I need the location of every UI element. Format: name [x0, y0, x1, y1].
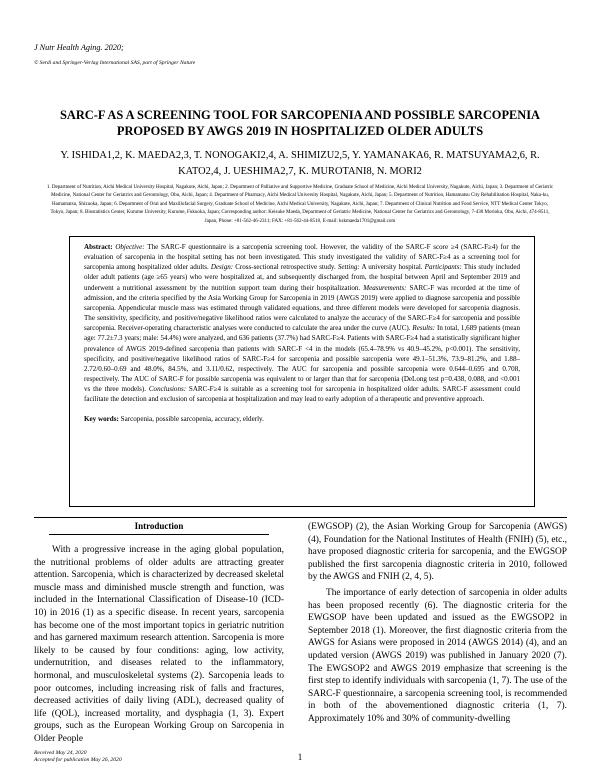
article-title: SARC-F AS A SCREENING TOOL FOR SARCOPENIA AND POSSIBLE SARCOPENIA PROPOSED BY AWGS 2019 IN HOSPITALIZED OLDER ADULTS — [59, 108, 540, 138]
conclusions-text: SARC-F≥4 is suitable as a screening tool for sarcopenia in hospitalized older adults. SARC-F assessment could facilitate the detection and exclusion of sarcopenia at hospitalization and may lead to early adoption of a therapeutic and preventive approach. — [84, 385, 520, 404]
abstract-box — [69, 236, 535, 507]
conclusions-label: Conclusions: — [148, 385, 187, 394]
objective-label: Objective: — [115, 243, 145, 251]
results-text: In total, 1,689 patients (mean age: 77.2±7.3 years; male: 54.4%) were analyzed, and 636 patients (37.7%) had SARC-F≥4. Patients with SARC-F≥4 had a statistically significant higher prevalence of AWGS 2019-defined sarcopenia than patients with SARC-F <4 in the models (65.4–78.9% vs 40.9–45.2%, p<0.001). The sensitivity, specificity, and positive/negative likelihood ratios of SARC-F≥4 for sarcopenia and possible sarcopenia were 49.1–51.3%, 73.9–81.2%, and 1.88–2.72/0.60–0.69 and 48.0%, 84.5%, and 3.11/0.62, respectively. The AUC for sarcopenia and possible sarcopenia were 0.644–0.695 and 0.708, respectively. The AUC of SARC-F for possible sarcopenia was equivalent to or larger than that for sarcopenia (DeLong test p=0.438, 0.088, and <0.001 vs the three models). — [84, 324, 520, 394]
abstract-text — [84, 242, 520, 405]
setting-text: A university hospital. — [361, 263, 423, 272]
accepted-date: Accepted for publication May 26, 2020 — [34, 757, 122, 763]
measurements-label: Measurements: — [363, 283, 407, 292]
design-label: Design: — [210, 263, 234, 272]
keywords-text: Sarcopenia, possible sarcopenia, accuracy, elderly. — [120, 414, 264, 423]
abstract-label: Abstract: — [84, 243, 113, 251]
intro-paragraph: With a progressive increase in the aging global population, the nutritional problems of older adults are attracting greater attention. Sarcopenia, which is characterized by decreased skeletal muscle mass and diminished muscle strength and function, was included in the International Classification of Disease-10 (ICD-10) in 2016 (1) as a specific disease. In recent years, sarcopenia has become one of the most important topics in geriatric nutrition and has garnered maximum research attention. Sarcopenia is more likely to be caused by four conditions: aging, low activity, undernutrition, and diseases related to the inflammatory, hormonal, and musculoskeletal systems (2). Sarcopenia leads to poor outcomes, including increasing risk of falls and fractures, decreased activities of daily living (ADL), decreased quality of life (QOL), increased mortality, and dysphagia (1, 3). Expert groups, such as the European Working Group on Sarcopenia in Older People — [34, 545, 284, 744]
results-label: Results: — [412, 324, 436, 333]
participants-label: Participants: — [424, 263, 462, 272]
right-column — [308, 521, 567, 726]
copyright-line: © Serdi and Springer-Verlag International SAS, part of Springer Nature — [34, 60, 196, 66]
left-column — [34, 521, 284, 746]
received-date: Received May 24, 2020 — [34, 750, 87, 756]
introduction-heading: Introduction — [49, 521, 269, 535]
keywords-label: Key words: — [84, 414, 119, 423]
setting-label: Setting: — [337, 263, 360, 272]
keywords — [84, 415, 520, 423]
author-list: Y. ISHIDA1,2, K. MAEDA2,3, T. NONOGAKI2,4, A. SHIMIZU2,5, Y. YAMANAKA6, R. MATSUYAMA2,6, R. KATO2,4, J. UESHIMA2,7, K. MUROTANI8, N. MORI2 — [60, 150, 540, 177]
objective-text: The SARC-F questionnaire is a sarcopenia screening tool. However, the validity of the SARC-F score ≥4 (SARC-F≥4) for the evaluation of sarcopenia in the hospital setting has not been investigated. This study investigated the validity of SARC-F≥4 as a screening tool for sarcopenia among hospitalized older adults. — [84, 243, 521, 272]
measurements-text: SARC-F was recorded at the time of admission, and the criteria specified by the Asia Working Group for Sarcopenia in 2019 (AWGS 2019) were applied to diagnose sarcopenia and possible sarcopenia. Appendicular muscle mass was estimated through validated equations, and three different models were developed for sarcopenia diagnosis. The sensitivity, specificity, and positive/negative likelihood ratios were calculated to analyze the accuracy of the SARC-F≥4 for sarcopenia and possible sarcopenia. Receiver-operating characteristic analyses were conducted to calculate the area under the curve (AUC). — [84, 283, 520, 333]
intro-paragraph: (EWGSOP) (2), the Asian Working Group for Sarcopenia (AWGS) (4), Foundation for the National Institutes of Health (FNIH) (5), etc., have proposed diagnostic criteria for sarcopenia, and the EWGSOP published the first sarcopenia diagnostic criteria in 2010, followed by the AWGS and FNIH (2, 4, 5). — [308, 522, 567, 583]
intro-paragraph: The importance of early detection of sarcopenia in older adults has been proposed recently (6). The diagnostic criteria for the EWGSOP have been updated and issued as the EWGSOP2 in September 2018 (1). Moreover, the first diagnostic criteria from the AWGS for Asians were proposed in 2014 (AWGS 2014) (4), and an updated version (AWGS 2019) was published in January 2020 (7). The EWGSOP2 and AWGS 2019 emphasize that screening is the first step to identify individuals with sarcopenia (1, 7). The use of the SARC-F questionnaire, a sarcopenia screening tool, is recommended in both of the abovementioned diagnostic criteria (1, 7). Approximately 10% and 30% of community-dwelling — [308, 587, 567, 724]
section-divider — [34, 517, 567, 518]
page-number: 1 — [297, 752, 303, 762]
affiliations: 1. Department of Nutrition, Aichi Medical University Hospital, Nagakute, Aichi, Japan; 2. Department of Palliative and Supportive Medicine, Graduate School of Medicine, Aichi Medical University, Nagakute, Aichi, Japan; 3. Department of Geriatric Medicine, National Center for Geriatrics and Gerontology, Obu, Aichi, Japan; 4. Department of Pharmacy, Aichi Medical University Hospital, Nagakute, Aichi, Japan; 5. Department of Nutrition, Hamamatsu City Rehabilitation Hospital, Naka-ku, Hamamatsu, Shizuoka, Japan; 6. Department of Oral and Maxillofacial Surgery, Graduate School of Medicine, Aichi Medical University, Nagakute, Aichi, Japan; 7. Department of Clinical Nutrition and Food Service, NTT Medical Center Tokyo, Tokyo, Japan; 8. Biostatistics Center, Kurume University, Kurume, Fukuoka, Japan; Corresponding author: Keisuke Maeda, Department of Geriatric Medicine, National Center for Geriatrics and Gerontology, 7-430 Morioka, Obu, Aichi, 474-8511, Japan, Phone: +81-562-46-2311; FAX: +81-562-44-8518, E-mail: kskmaeda1701@gmail.com — [46, 184, 554, 224]
participants-text: This study included older adult patients (age ≥65 years) who were hospitalized at, and subsequently discharged from, the hospital between April and September 2019 and underwent a nutritional assessment by the nutrition support team during their hospitalization. — [84, 263, 521, 292]
design-text: Cross-sectional retrospective study. — [235, 263, 336, 272]
journal-citation: J Nutr Health Aging. 2020; — [34, 43, 124, 52]
